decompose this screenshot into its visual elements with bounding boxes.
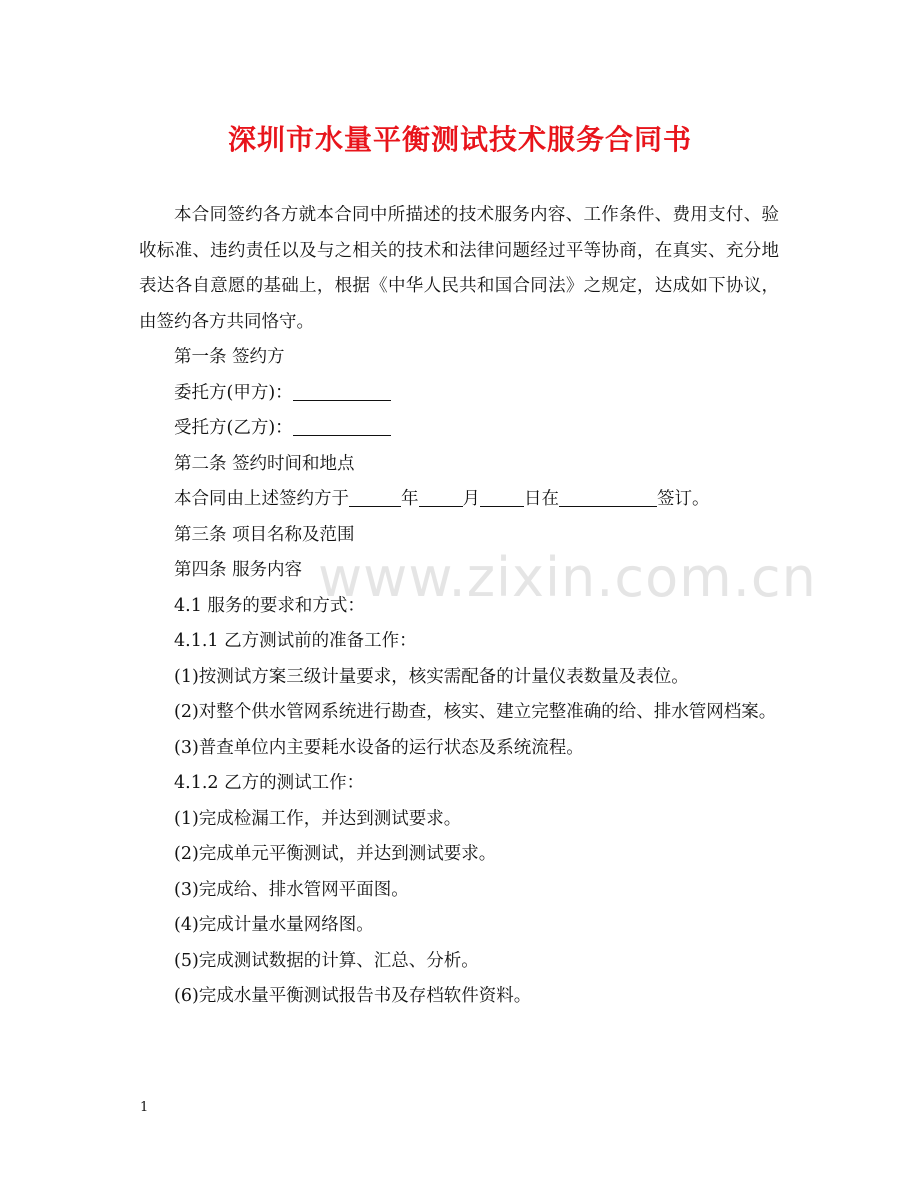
section-4-1-2-heading: 4.1.2 乙方的测试工作：	[174, 773, 365, 793]
section-4-1-heading: 4.1 服务的要求和方式：	[174, 595, 365, 616]
party-b-blank[interactable]	[293, 417, 391, 436]
sign-year-label: 年	[401, 489, 419, 509]
test-item: (5)完成测试数据的计算、汇总、分析。	[174, 950, 479, 971]
signing-prefix: 本合同由上述签约方于	[174, 489, 349, 509]
article-2-heading: 第二条 签约时间和地点	[174, 453, 355, 474]
party-b-label: 受托方(乙方)：	[174, 418, 293, 438]
document-body	[139, 198, 779, 1015]
document-title: 深圳市水量平衡测试技术服务合同书	[227, 123, 692, 156]
article-3-heading: 第三条 项目名称及范围	[174, 524, 355, 545]
signing-line	[139, 482, 779, 518]
prep-item: (2)对整个供水管网系统进行勘查，核实、建立完整准确的给、排水管网档案。	[174, 702, 777, 722]
page-number: 1	[140, 1100, 149, 1115]
prep-item: (3)普查单位内主要耗水设备的运行状态及系统流程。	[174, 737, 584, 758]
test-item: (3)完成给、排水管网平面图。	[174, 879, 409, 900]
test-item: (6)完成水量平衡测试报告书及存档软件资料。	[174, 986, 532, 1006]
test-item: (1)完成检漏工作，并达到测试要求。	[174, 808, 462, 829]
prep-item: (1)按测试方案三级计量要求，核实需配备的计量仪表数量及表位。	[174, 666, 689, 687]
party-a-label: 委托方(甲方)：	[174, 382, 293, 403]
article-4-heading: 第四条 服务内容	[174, 560, 303, 580]
sign-day-blank[interactable]	[480, 488, 524, 507]
intro-paragraph: 本合同签约各方就本合同中所描述的技术服务内容、工作条件、费用支付、验收标准、违约责任以及与之相关的技术和法律问题经过平等协商，在真实、充分地表达各自意愿的基础上，根据《中华人民共和国合同法》之规定，达成如下协议，由签约各方共同恪守。	[139, 205, 779, 332]
watermark-text: www.zixin.com.cn	[318, 546, 817, 609]
section-4-1-1-heading: 4.1.1 乙方测试前的准备工作：	[174, 631, 417, 651]
party-b-line	[139, 411, 779, 447]
test-item: (2)完成单元平衡测试，并达到测试要求。	[174, 844, 497, 864]
sign-year-blank[interactable]	[349, 488, 401, 507]
test-item: (4)完成计量水量网络图。	[174, 915, 374, 935]
sign-month-blank[interactable]	[419, 488, 463, 507]
party-a-line	[139, 376, 779, 412]
sign-place-blank[interactable]	[559, 488, 657, 507]
party-a-blank[interactable]	[293, 382, 391, 401]
signing-suffix: 签订。	[657, 489, 710, 509]
sign-month-label: 月	[462, 489, 480, 509]
sign-day-label: 日在	[524, 489, 559, 509]
article-1-heading: 第一条 签约方	[174, 347, 285, 367]
